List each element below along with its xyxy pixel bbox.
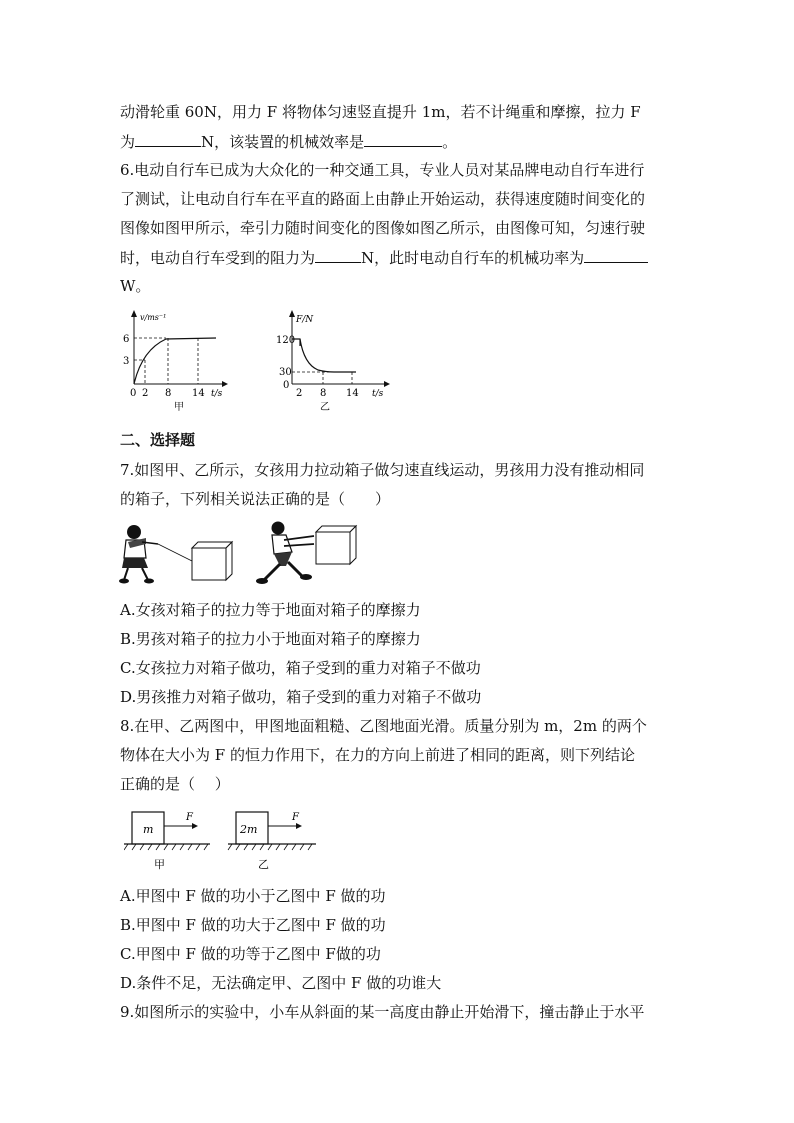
rope	[158, 544, 194, 562]
q6-line-2: 了测试，让电动自行车在平直的路面上由静止开始运动，获得速度随时间变化的	[120, 190, 646, 208]
yi-x-tick-14: 14	[346, 388, 359, 399]
yi-x-arrow	[384, 381, 390, 387]
yi-y-arrow	[289, 310, 295, 317]
q8-option-b: B.甲图中 F 做的功大于乙图中 F 做的功	[120, 916, 386, 934]
force-time-graph	[276, 308, 392, 412]
yi-x-label: t/s	[372, 389, 384, 399]
velocity-time-graph	[118, 308, 228, 412]
yi-x-tick-2: 2	[296, 388, 303, 399]
q6-line-1: 6.电动自行车已成为大众化的一种交通工具，专业人员对某品牌电动自行车进行	[120, 161, 645, 179]
yi-curve	[292, 339, 356, 372]
yi-x-tick-8: 8	[320, 388, 327, 399]
q5-blank-force	[135, 131, 201, 147]
jia-x-tick-0: 0	[130, 388, 137, 399]
block-m-label: m	[143, 823, 154, 836]
yi-y-tick-30: 30	[279, 367, 292, 378]
q8-option-d: D.条件不足，无法确定甲、乙图中 F 做的功谁大	[120, 974, 442, 992]
jia-x-tick-14: 14	[192, 388, 205, 399]
q7-option-b: B.男孩对箱子的拉力小于地面对箱子的摩擦力	[120, 630, 421, 648]
q7-option-a: A.女孩对箱子的拉力等于地面对箱子的摩擦力	[120, 601, 421, 619]
box-pushed	[316, 526, 356, 564]
jia-x-arrow	[222, 381, 228, 387]
q7-line-1: 7.如图甲、乙所示，女孩用力拉动箱子做匀速直线运动，男孩用力没有推动相同	[120, 461, 645, 479]
girl-pulling-figure	[119, 525, 158, 584]
block-force-diagram	[124, 806, 324, 876]
q5-line-1: 动滑轮重 60N，用力 F 将物体匀速竖直提升 1m，若不计绳重和摩擦，拉力 F	[120, 103, 641, 121]
jia-y-tick-3: 3	[123, 356, 130, 367]
jia-x-label: t/s	[211, 389, 223, 399]
section-title: 二、选择题	[120, 431, 196, 449]
q8-line-1: 8.在甲、乙两图中，甲图地面粗糙、乙图地面光滑。质量分别为 m，2m 的两个	[120, 717, 647, 735]
force-arrowhead-1	[192, 823, 198, 829]
boy-pushing-figure	[256, 522, 314, 585]
box-pulled	[192, 542, 232, 580]
fig8-caption-1: 甲	[154, 858, 165, 871]
q6-text-b: N，此时电动自行车的机械功率为	[361, 249, 585, 267]
block-2m-label: 2m	[240, 823, 258, 836]
jia-y-tick-6: 6	[123, 334, 130, 345]
ground-hatch-2	[228, 844, 312, 850]
q8-line-2: 物体在大小为 F 的恒力作用下，在力的方向上前进了相同的距离，则下列结论	[120, 746, 635, 764]
q8-line-3: 正确的是（ ）	[120, 775, 230, 793]
q6-blank-power	[584, 247, 648, 263]
yi-y-tick-0: 0	[283, 380, 290, 391]
q7-option-c: C.女孩拉力对箱子做功，箱子受到的重力对箱子不做功	[120, 659, 481, 677]
jia-x-tick-8: 8	[165, 388, 172, 399]
force-label-1: F	[186, 812, 193, 823]
fig8-caption-2: 乙	[258, 858, 269, 871]
q6-line-5: W。	[120, 277, 151, 295]
yi-caption: 乙	[320, 402, 330, 412]
q9-line-1: 9.如图所示的实验中，小车从斜面的某一高度由静止开始滑下，撞击静止于水平	[120, 1003, 645, 1021]
q6-blank-resistance	[315, 247, 361, 263]
q7-option-d: D.男孩推力对箱子做功，箱子受到的重力对箱子不做功	[120, 688, 482, 706]
q5-text-b: N，该装置的机械效率是	[201, 133, 365, 151]
q7-line-2: 的箱子，下列相关说法正确的是（ ）	[120, 490, 391, 508]
q6-line-3: 图像如图甲所示，牵引力随时间变化的图像如图乙所示，由图像可知，匀速行驶	[120, 219, 646, 237]
q5-text-a: 为	[120, 133, 136, 151]
q8-option-c: C.甲图中 F 做的功等于乙图中 F做的功	[120, 945, 381, 963]
push-pull-illustration	[116, 518, 366, 586]
jia-y-arrow	[131, 310, 137, 317]
q6-line-4	[120, 247, 648, 268]
ground-hatch	[124, 844, 208, 850]
force-label-2: F	[292, 812, 299, 823]
jia-y-label: v/ms⁻¹	[140, 313, 167, 322]
q5-blank-efficiency	[364, 131, 442, 147]
jia-curve	[134, 338, 216, 384]
yi-y-label: F/N	[296, 315, 314, 325]
force-arrowhead-2	[296, 823, 302, 829]
q5-text-c: 。	[442, 133, 458, 151]
q6-text-a: 时，电动自行车受到的阻力为	[120, 249, 316, 267]
jia-x-tick-2: 2	[142, 388, 149, 399]
jia-caption: 甲	[174, 402, 184, 412]
yi-y-tick-120: 120	[276, 335, 296, 346]
q8-option-a: A.甲图中 F 做的功小于乙图中 F 做的功	[120, 887, 386, 905]
q5-line-2	[120, 131, 457, 152]
